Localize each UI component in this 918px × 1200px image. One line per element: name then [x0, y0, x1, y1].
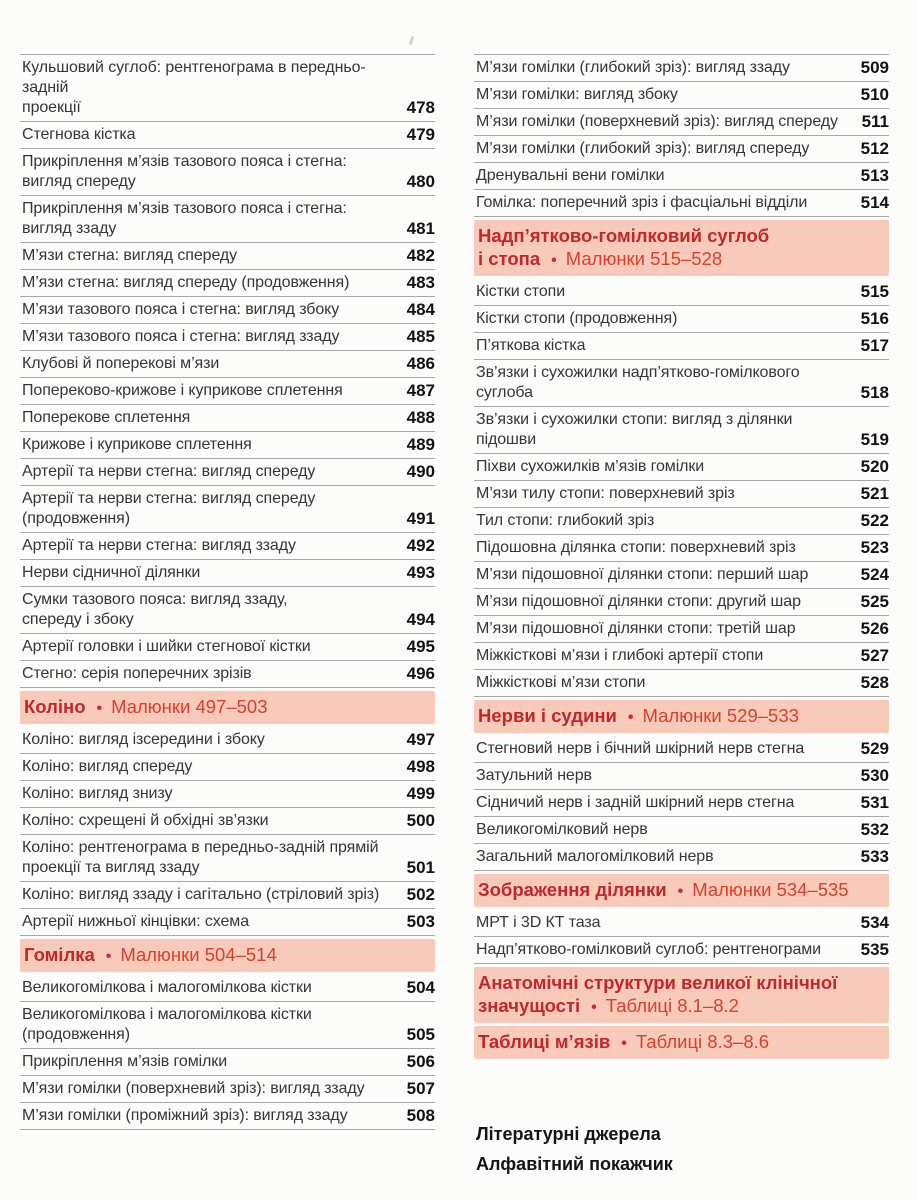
toc-entry-page-number: 504: [406, 978, 435, 997]
toc-entry-row: [20, 975, 435, 1002]
toc-entry-title: [22, 811, 397, 831]
toc-entry-title-line: Артерії головки і шийки стегнової кістки: [22, 638, 311, 655]
toc-entry-row: [474, 481, 889, 508]
toc-entry-row: [20, 781, 435, 808]
toc-entry-title: [22, 489, 397, 529]
toc-entry-page-number: 530: [860, 766, 889, 785]
toc-entry-page-number: 526: [860, 619, 889, 638]
toc-entry-title-line: Піхви сухожилків м’язів гомілки: [476, 458, 705, 475]
toc-entry-row: [20, 634, 435, 661]
toc-entry-title-line: Коліно: вигляд ізсередини і збоку: [22, 731, 265, 748]
toc-entry-row: [20, 1002, 435, 1049]
toc-entry-row: [20, 533, 435, 560]
toc-entry-row: [20, 432, 435, 459]
toc-entry-title-line: Стегно: серія поперечних зрізів: [22, 665, 252, 682]
toc-entry-page-number: 507: [406, 1079, 435, 1098]
toc-entry-page-number: 505: [406, 1025, 435, 1044]
toc-entry-title: [476, 739, 851, 759]
toc-entry-row: [20, 459, 435, 486]
toc-entry-title-line: М’язи підошовної ділянки стопи: третій шар: [476, 620, 796, 637]
toc-entry-title: [476, 847, 851, 867]
toc-entry-page-number: 487: [406, 381, 435, 400]
toc-entry-title: [22, 664, 397, 684]
toc-entry-title-line: Загальний малогомілковий нерв: [476, 848, 714, 865]
toc-entry-title-line: Кульшовий суглоб: рентгенограма в передньо-задній: [22, 59, 366, 96]
toc-entry-title-line: Прикріплення м’язів гомілки: [22, 1053, 228, 1070]
toc-entry-title: [476, 619, 851, 639]
toc-entry-row: [474, 279, 889, 306]
toc-entry-title: [476, 511, 851, 531]
toc-entry-row: [20, 727, 435, 754]
toc-entry-title: [476, 85, 851, 105]
toc-entry-title: [476, 940, 851, 960]
toc-entry-row: [20, 270, 435, 297]
toc-section-header: [474, 700, 889, 733]
toc-entry-page-number: 513: [860, 166, 889, 185]
toc-entry-title-line: М’язи гомілки (проміжний зріз): вигляд ззаду: [22, 1107, 348, 1124]
toc-entry-title: [22, 199, 397, 239]
toc-entry-title-line: М’язи гомілки (поверхневий зріз): вигляд ззаду: [22, 1080, 365, 1097]
section-plates-range: Таблиці 8.3–8.6: [635, 1031, 770, 1052]
toc-entry-page-number: 528: [860, 673, 889, 692]
toc-entry-page-number: 500: [406, 811, 435, 830]
toc-entry-row: [474, 670, 889, 697]
toc-entry-page-number: 515: [860, 282, 889, 301]
toc-entry-page-number: 503: [406, 912, 435, 931]
toc-section-header: [474, 874, 889, 907]
toc-entry-title-line: Поперекове сплетення: [22, 409, 191, 426]
toc-entry-page-number: 488: [406, 408, 435, 427]
toc-entry-title: [476, 193, 851, 213]
toc-entry-title-line: Артерії та нерви стегна: вигляд спереду: [22, 490, 316, 507]
toc-entry-row: [474, 190, 889, 217]
toc-entry-title: [476, 309, 851, 329]
toc-entry-page-number: 485: [406, 327, 435, 346]
toc-entry-row: [20, 909, 435, 936]
toc-entry-row: [474, 333, 889, 360]
toc-entry-title: [22, 784, 397, 804]
toc-entry-page-number: 524: [860, 565, 889, 584]
toc-entry-page-number: 482: [406, 246, 435, 265]
toc-entry-title: [476, 166, 851, 186]
toc-entry-title: [22, 58, 397, 118]
toc-entry-title: [476, 282, 851, 302]
toc-entry-title-line: М’язи тазового пояса і стегна: вигляд збоку: [22, 301, 340, 318]
toc-entry-row: [474, 643, 889, 670]
toc-entry-title: [22, 1052, 397, 1072]
toc-entry-page-number: 486: [406, 354, 435, 373]
toc-entry-row: [474, 454, 889, 481]
toc-entry-page-number: 529: [860, 739, 889, 758]
toc-entry-title-line: Зв’язки і сухожилки стопи: вигляд з ділянки підошви: [476, 411, 793, 448]
toc-entry-title: [476, 457, 851, 477]
toc-entry-title: [476, 913, 851, 933]
toc-entry-row: [474, 508, 889, 535]
toc-entry-row: [474, 55, 889, 82]
toc-entry-title: [476, 484, 851, 504]
toc-entry-row: [474, 109, 889, 136]
toc-entry-row: [20, 405, 435, 432]
toc-section-header-line: [478, 994, 881, 1019]
toc-entry-title: [476, 410, 851, 450]
toc-entry-title: [22, 885, 397, 905]
toc-entry-title: [476, 646, 851, 666]
toc-entry-title-line: вигляд ззаду: [22, 220, 117, 237]
toc-entry-page-number: 511: [861, 112, 889, 131]
back-matter-item: Алфавітний покажчик: [476, 1154, 673, 1174]
toc-entry-title-line: Нерви сідничної ділянки: [22, 564, 201, 581]
section-plates-range: Малюнки 504–514: [120, 944, 277, 965]
toc-entry-title: [476, 58, 851, 78]
toc-entry-page-number: 498: [406, 757, 435, 776]
toc-entry-page-number: 506: [406, 1052, 435, 1071]
toc-entry-row: [474, 910, 889, 937]
toc-entry-row: [474, 937, 889, 964]
back-matter-item: Літературні джерела: [476, 1124, 661, 1144]
toc-entry-title: [22, 1079, 397, 1099]
bullet-icon: •: [105, 948, 112, 965]
toc-entry-row: [20, 55, 435, 122]
toc-entry-title-line: вигляд спереду: [22, 173, 136, 190]
section-title: і стопа: [478, 248, 541, 269]
section-plates-range: Малюнки 529–533: [642, 705, 799, 726]
toc-entry-page-number: 490: [406, 462, 435, 481]
toc-entry-page-number: 502: [406, 885, 435, 904]
bullet-icon: •: [551, 252, 557, 269]
toc-entry-title-line: М’язи стегна: вигляд спереду: [22, 247, 238, 264]
toc-entry-title-line: Прикріплення м’язів тазового пояса і стегна:: [22, 153, 347, 170]
toc-entry-row: [20, 486, 435, 533]
toc-entry-title-line: М’язи тазового пояса і стегна: вигляд ззаду: [22, 328, 340, 345]
toc-section-header: [474, 1026, 889, 1059]
toc-entry-title: [476, 592, 851, 612]
toc-entry-title: [22, 125, 397, 145]
toc-entry-title-line: Сумки тазового пояса: вигляд ззаду,: [22, 591, 288, 608]
toc-section-header-line: [24, 695, 427, 720]
toc-entry-title-line: МРТ і 3D КТ таза: [476, 914, 601, 931]
toc-entry-row: [474, 163, 889, 190]
section-plates-range: Малюнки 515–528: [565, 248, 723, 269]
toc-entry-row: [20, 661, 435, 688]
toc-entry-title-line: Кістки стопи: [476, 283, 566, 300]
toc-entry-page-number: 499: [406, 784, 435, 803]
toc-entry-title: [476, 820, 851, 840]
toc-entry-row: [20, 378, 435, 405]
toc-entry-title-line: Надп’ятково-гомілковий суглоб: рентгенограми: [476, 941, 821, 958]
toc-entry-title: [22, 978, 397, 998]
toc-entry-title-line: Тил стопи: глибокий зріз: [476, 512, 655, 529]
toc-entry-title-line: Дренувальні вени гомілки: [476, 167, 665, 184]
toc-entry-title-line: Крижове і куприкове сплетення: [22, 436, 252, 453]
bullet-icon: •: [591, 999, 597, 1016]
toc-section-header-line: [478, 247, 881, 272]
section-plates-range: Малюнки 497–503: [111, 696, 268, 717]
toc-column-left: [20, 54, 435, 1200]
section-plates-range: Таблиці 8.1–8.2: [605, 995, 739, 1016]
toc-entry-row: [474, 306, 889, 333]
toc-entry-row: [474, 616, 889, 643]
toc-entry-row: [20, 122, 435, 149]
toc-entry-title: [22, 838, 397, 878]
toc-entry-page-number: 495: [406, 637, 435, 656]
toc-entry-title-line: М’язи гомілки (глибокий зріз): вигляд ззаду: [476, 59, 790, 76]
toc-entry-title: [22, 462, 397, 482]
toc-entry-title: [22, 757, 397, 777]
toc-entry-title-line: Стегновий нерв і бічний шкірний нерв стегна: [476, 740, 805, 757]
toc-entry-row: [474, 763, 889, 790]
section-title: Нерви і судини: [478, 705, 617, 726]
section-title: Коліно: [24, 696, 86, 717]
toc-entry-title-line: Клубові й поперекові м’язи: [22, 355, 220, 372]
toc-entry-row: [20, 808, 435, 835]
toc-entry-title-line: Стегнова кістка: [22, 126, 136, 143]
toc-entry-title-line: проекції та вигляд ззаду: [22, 859, 200, 876]
toc-section-header: [20, 691, 435, 724]
toc-entry-page-number: 483: [406, 273, 435, 292]
toc-entry-title-line: Підошовна ділянка стопи: поверхневий зріз: [476, 539, 796, 556]
toc-entry-title: [22, 536, 397, 556]
section-title: значущості: [478, 995, 581, 1016]
toc-entry-title: [22, 300, 397, 320]
toc-entry-page-number: 478: [406, 98, 435, 117]
toc-entry-row: [474, 136, 889, 163]
toc-entry-title: [476, 766, 851, 786]
toc-entry-row: [474, 360, 889, 407]
toc-entry-row: [20, 351, 435, 378]
toc-entry-page-number: 479: [406, 125, 435, 144]
toc-entry-title: [476, 793, 851, 813]
toc-entry-title-line: Коліно: вигляд знизу: [22, 785, 173, 802]
toc-entry-title-line: Попереково-крижове і куприкове сплетення: [22, 382, 343, 399]
toc-entry-page-number: 497: [406, 730, 435, 749]
toc-entry-page-number: 481: [406, 219, 435, 238]
toc-entry-page-number: 493: [406, 563, 435, 582]
toc-entry-page-number: 517: [860, 336, 889, 355]
toc-entry-title: [22, 563, 397, 583]
toc-entry-title: [476, 363, 851, 403]
toc-section-header-line: [478, 1030, 881, 1055]
toc-entry-title-line: Сідничий нерв і задній шкірний нерв стегна: [476, 794, 795, 811]
toc-entry-title-line: Гомілка: поперечний зріз і фасціальні відділи: [476, 194, 808, 211]
toc-entry-page-number: 491: [406, 509, 435, 528]
toc-entry-page-number: 535: [860, 940, 889, 959]
toc-section-header-line: [478, 224, 881, 247]
toc-entry-page-number: 522: [860, 511, 889, 530]
toc-entry-page-number: 520: [860, 457, 889, 476]
toc-entry-page-number: 523: [860, 538, 889, 557]
toc-entry-page-number: 527: [860, 646, 889, 665]
toc-entry-title: [22, 912, 397, 932]
toc-entry-page-number: 512: [860, 139, 889, 158]
section-title: Таблиці м’язів: [478, 1031, 611, 1052]
toc-entry-page-number: 516: [860, 309, 889, 328]
toc-entry-page-number: 534: [860, 913, 889, 932]
toc-entry-title-line: Великогомілкова і малогомілкова кістки: [22, 1006, 312, 1023]
toc-entry-row: [20, 882, 435, 909]
toc-entry-title-line: М’язи стегна: вигляд спереду (продовження): [22, 274, 350, 291]
toc-entry-title-line: проекції: [22, 99, 81, 116]
toc-entry-title: [22, 1106, 397, 1126]
toc-section-header-line: [478, 971, 881, 994]
toc-entry-title: [476, 673, 851, 693]
toc-entry-title: [22, 327, 397, 347]
toc-entry-row: [474, 407, 889, 454]
toc-entry-title-line: М’язи гомілки (поверхневий зріз): вигляд спереду: [476, 113, 838, 130]
toc-entry-row: [20, 324, 435, 351]
toc-entry-row: [20, 754, 435, 781]
toc-entry-page-number: 494: [406, 610, 435, 629]
toc-entry-page-number: 489: [406, 435, 435, 454]
toc-entry-row: [20, 1076, 435, 1103]
toc-section-header-line: [478, 878, 881, 903]
toc-entry-title-line: Міжкісткові м’язи стопи: [476, 674, 646, 691]
toc-entry-page-number: 492: [406, 536, 435, 555]
toc-entry-page-number: 508: [406, 1106, 435, 1125]
toc-entry-title-line: Великогомілкова і малогомілкова кістки: [22, 979, 312, 996]
toc-section-header: [20, 939, 435, 972]
toc-entry-title: [22, 273, 397, 293]
toc-entry-title: [22, 408, 397, 428]
section-title: Зображення ділянки: [478, 879, 667, 900]
toc-entry-row: [474, 790, 889, 817]
toc-entry-title-line: М’язи тилу стопи: поверхневий зріз: [476, 485, 735, 502]
toc-entry-title-line: Коліно: вигляд спереду: [22, 758, 193, 775]
toc-entry-row: [474, 589, 889, 616]
toc-entry-title-line: Міжкісткові м’язи і глибокі артерії стопи: [476, 647, 764, 664]
toc-entry-row: [20, 149, 435, 196]
bullet-icon: •: [621, 1035, 627, 1052]
toc-entry-title: [476, 565, 851, 585]
toc-entry-row: [20, 243, 435, 270]
toc-section-header-line: [24, 943, 427, 968]
bullet-icon: •: [677, 883, 684, 900]
section-plates-range: Малюнки 534–535: [692, 879, 849, 900]
toc-section-header: [474, 220, 889, 276]
toc-entry-row: [474, 562, 889, 589]
toc-entry-page-number: 532: [860, 820, 889, 839]
bullet-icon: •: [96, 700, 103, 717]
toc-entry-title: [22, 246, 397, 266]
toc-entry-page-number: 496: [406, 664, 435, 683]
toc-section-header-line: [478, 704, 881, 729]
toc-entry-page-number: 510: [860, 85, 889, 104]
section-title: Надп’ятково-гомілковий суглоб: [478, 225, 770, 246]
toc-entry-title-line: П’яткова кістка: [476, 337, 586, 354]
toc-entry-title: [22, 152, 397, 192]
bullet-icon: •: [627, 709, 634, 726]
toc-entry-title: [476, 336, 851, 356]
toc-entry-row: [474, 736, 889, 763]
toc-entry-page-number: 521: [860, 484, 889, 503]
toc-entry-title-line: Артерії нижньої кінцівки: схема: [22, 913, 250, 930]
toc-entry-title: [22, 730, 397, 750]
toc-entry-page-number: 501: [406, 858, 435, 877]
toc-entry-title-line: М’язи гомілки (глибокий зріз): вигляд спереду: [476, 140, 810, 157]
toc-entry-page-number: 531: [860, 793, 889, 812]
toc-entry-title-line: М’язи підошовної ділянки стопи: другий шар: [476, 593, 801, 610]
toc-entry-title-line: Кістки стопи (продовження): [476, 310, 678, 327]
toc-entry-title-line: Коліно: вигляд ззаду і сагітально (стріловий зріз): [22, 886, 380, 903]
toc-entry-title-line: Артерії та нерви стегна: вигляд ззаду: [22, 537, 296, 554]
toc-entry-page-number: 519: [860, 430, 889, 449]
toc-entry-title: [22, 354, 397, 374]
toc-entry-page-number: 509: [860, 58, 889, 77]
toc-entry-title-line: М’язи підошовної ділянки стопи: перший шар: [476, 566, 809, 583]
toc-entry-title-line: М’язи гомілки: вигляд збоку: [476, 86, 678, 103]
toc-entry-title-line: Коліно: схрещені й обхідні зв’язки: [22, 812, 269, 829]
toc-entry-title: [22, 435, 397, 455]
toc-entry-row: [20, 1103, 435, 1130]
toc-column-right: [474, 54, 889, 1200]
toc-entry-title: [476, 538, 851, 558]
toc-entry-row: [474, 535, 889, 562]
toc-entry-row: [20, 835, 435, 882]
toc-entry-page-number: 518: [860, 383, 889, 402]
toc-entry-row: [20, 587, 435, 634]
toc-entry-title-line: (продовження): [22, 510, 130, 527]
toc-entry-row: [20, 196, 435, 243]
toc-entry-title: [22, 590, 397, 630]
toc-entry-title-line: Затульний нерв: [476, 767, 592, 784]
toc-entry-title-line: Великогомілковий нерв: [476, 821, 648, 838]
toc-entry-row: [20, 560, 435, 587]
toc-entry-row: [474, 82, 889, 109]
toc-entry-title: [476, 112, 852, 132]
toc-entry-title-line: (продовження): [22, 1026, 130, 1043]
toc-entry-page-number: 480: [406, 172, 435, 191]
toc-entry-row: [20, 297, 435, 324]
toc-entry-page-number: 525: [860, 592, 889, 611]
toc-entry-title: [22, 381, 397, 401]
toc-entry-row: [474, 817, 889, 844]
toc-section-header: [474, 967, 889, 1023]
toc-entry-title: [22, 1005, 397, 1045]
toc-entry-page-number: 533: [860, 847, 889, 866]
section-title: Анатомічні структури великої клінічної: [478, 972, 838, 993]
spacer: [474, 1062, 889, 1120]
toc-entry-page-number: 514: [860, 193, 889, 212]
toc-entry-row: [20, 1049, 435, 1076]
toc-entry-page-number: 484: [406, 300, 435, 319]
toc-entry-title: [476, 139, 851, 159]
toc-entry-title-line: Коліно: рентгенограма в передньо-задній прямій: [22, 839, 379, 856]
toc-entry-title-line: спереду і збоку: [22, 611, 134, 628]
toc-entry-title: [22, 637, 397, 657]
section-title: Гомілка: [24, 944, 95, 965]
toc-entry-title-line: Прикріплення м’язів тазового пояса і стегна:: [22, 200, 347, 217]
toc-entry-title-line: Зв’язки і сухожилки надп’ятково-гомілкового суглоба: [476, 364, 800, 401]
toc-entry-row: [474, 844, 889, 871]
toc-entry-title-line: Артерії та нерви стегна: вигляд спереду: [22, 463, 316, 480]
scan-artifact-mark: [409, 36, 415, 45]
